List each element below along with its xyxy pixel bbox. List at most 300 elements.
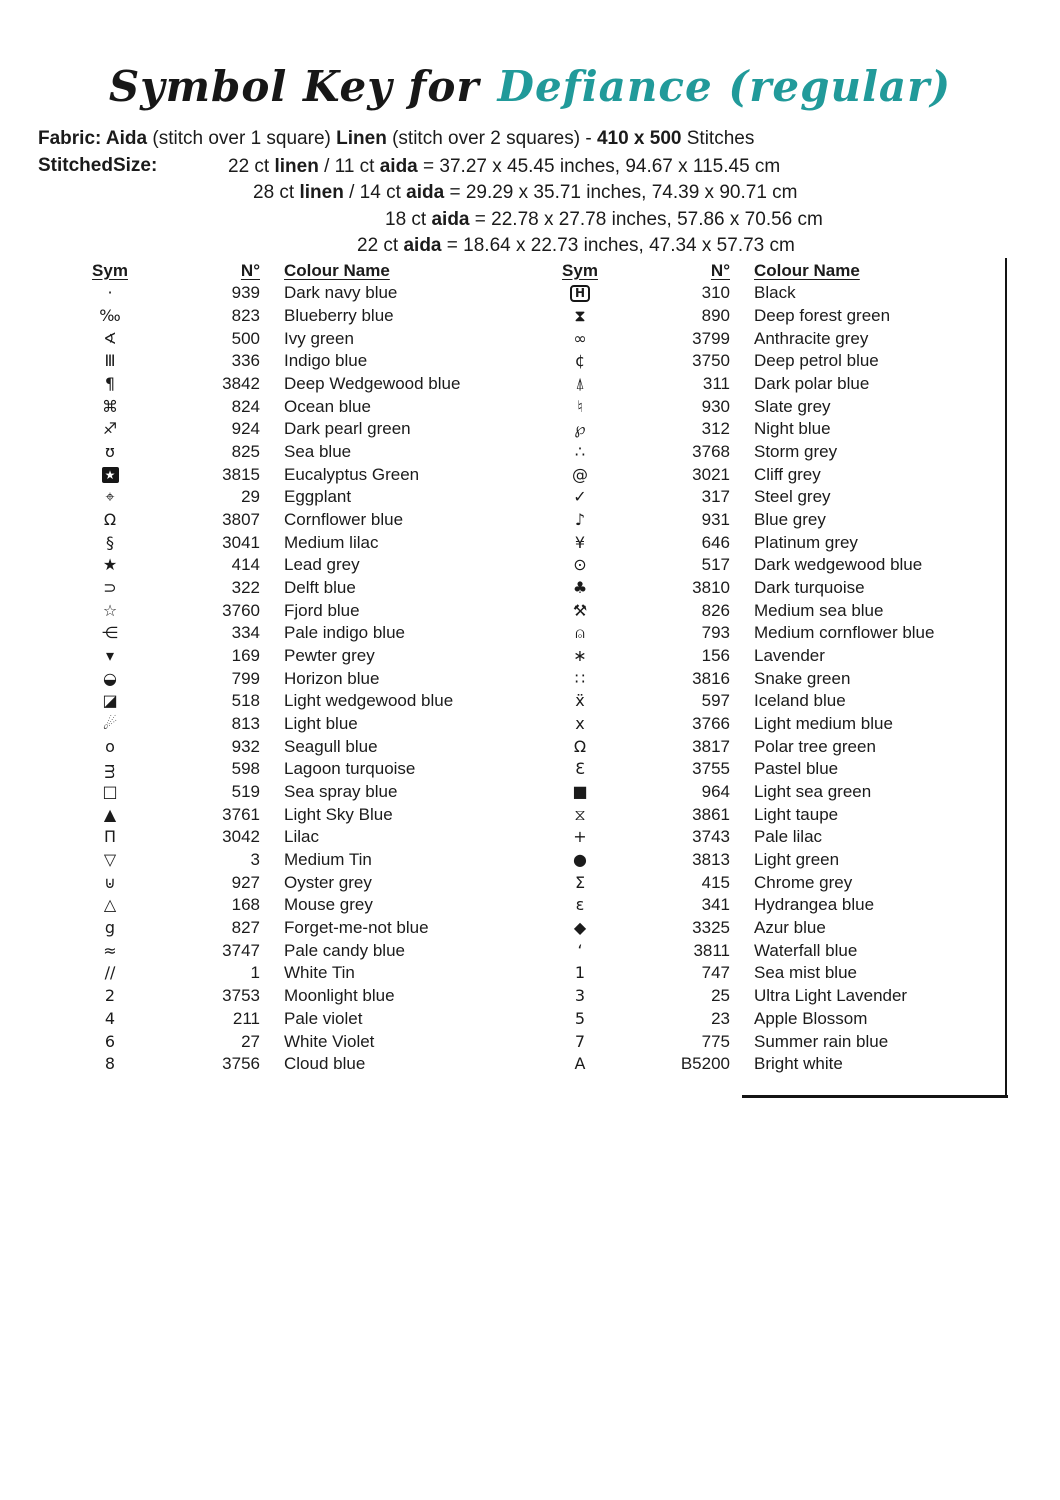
column-header-sym: Sym <box>562 260 598 280</box>
symbol-glyph: ⊙ <box>573 555 587 575</box>
title-project: Defiance (regular) <box>497 62 952 111</box>
text-segment: / 11 ct <box>318 156 380 177</box>
symbol-glyph: ⊍ <box>104 872 116 892</box>
colour-number: 927 <box>231 872 260 892</box>
symbol-glyph: ⍋ <box>575 374 585 394</box>
symbol-glyph-boxed: H <box>570 285 590 302</box>
colour-name: Pastel blue <box>754 759 839 779</box>
table-header-row <box>545 259 1005 282</box>
colour-name: Light Sky Blue <box>284 804 393 824</box>
column-header-number: N° <box>240 260 260 280</box>
text-segment: Fabric: <box>38 128 106 149</box>
colour-name: Delft blue <box>284 578 356 598</box>
colour-number: 3756 <box>222 1054 260 1074</box>
symbol-glyph: ∗ <box>573 646 587 666</box>
colour-name: Slate grey <box>754 396 831 416</box>
text-segment: = 29.29 x 35.71 inches, 74.39 x 90.71 cm <box>444 182 798 203</box>
symbol-glyph: ¢ <box>574 351 586 371</box>
symbol-row <box>545 373 1005 396</box>
symbol-row <box>75 781 535 804</box>
colour-name: Forget-me-not blue <box>284 918 429 938</box>
colour-number: 3811 <box>693 940 730 960</box>
colour-number: B5200 <box>680 1054 730 1074</box>
colour-number: 3807 <box>222 510 260 530</box>
symbol-glyph: ¥ <box>574 532 586 552</box>
symbol-row <box>75 418 535 441</box>
page-frame-horizontal-rule <box>742 1095 1008 1098</box>
colour-number: 931 <box>701 510 730 530</box>
symbol-row <box>545 622 1005 645</box>
symbol-glyph: A <box>574 1054 586 1074</box>
symbol-glyph: □ <box>102 782 118 802</box>
colour-name: Eggplant <box>284 487 352 507</box>
colour-number: 799 <box>231 668 260 688</box>
colour-number: 336 <box>231 351 260 371</box>
colour-number: 646 <box>701 532 730 552</box>
symbol-row <box>75 826 535 849</box>
symbol-glyph: Ⅲ <box>104 351 116 371</box>
symbol-glyph: ⋲ <box>102 623 118 643</box>
colour-name: Indigo blue <box>284 351 368 371</box>
colour-number: 322 <box>231 578 260 598</box>
colour-number: 793 <box>701 623 730 643</box>
symbol-row <box>75 713 535 736</box>
colour-number: 3768 <box>692 442 730 462</box>
symbol-glyph: 5 <box>574 1008 586 1028</box>
symbol-row <box>75 1053 535 1076</box>
colour-name: Horizon blue <box>284 668 380 688</box>
colour-number: 747 <box>701 963 730 983</box>
table-body <box>75 282 535 1076</box>
symbol-glyph: ● <box>573 850 587 870</box>
text-segment: (stitch over 1 square) <box>147 128 337 149</box>
colour-name: Lavender <box>754 646 825 666</box>
symbol-row <box>75 917 535 940</box>
symbol-row <box>75 282 535 305</box>
colour-name: Seagull blue <box>284 736 378 756</box>
symbol-row <box>545 327 1005 350</box>
symbol-row <box>75 577 535 600</box>
symbol-glyph: 1 <box>574 963 586 983</box>
colour-name: Mouse grey <box>284 895 373 915</box>
colour-number: 3766 <box>692 714 730 734</box>
column-header-colour-name: Colour Name <box>284 260 390 280</box>
colour-name: Ultra Light Lavender <box>754 986 908 1006</box>
colour-number: 415 <box>701 872 730 892</box>
colour-name: Light green <box>754 850 840 870</box>
colour-number: 518 <box>231 691 260 711</box>
colour-name: Dark wedgewood blue <box>754 555 923 575</box>
colour-name: Oyster grey <box>284 872 372 892</box>
symbol-row <box>545 509 1005 532</box>
symbol-glyph: ⍝ <box>575 623 585 643</box>
symbol-glyph: 4 <box>104 1008 116 1028</box>
symbol-row <box>545 599 1005 622</box>
text-segment: / 14 ct <box>343 182 407 203</box>
symbol-glyph: ∴ <box>574 442 586 462</box>
symbol-glyph: + <box>573 827 587 847</box>
colour-name: Sea mist blue <box>754 963 857 983</box>
text-segment: 28 ct <box>253 182 300 203</box>
symbol-glyph: ℘ <box>574 419 586 439</box>
stitched-size-label: StitchedSize: <box>38 155 158 176</box>
symbol-row <box>75 735 535 758</box>
text-segment: 22 ct <box>228 156 275 177</box>
symbol-row <box>545 781 1005 804</box>
symbol-row <box>75 758 535 781</box>
symbol-glyph: ■ <box>572 782 588 802</box>
symbol-glyph: ◒ <box>103 668 117 688</box>
colour-number: 3743 <box>692 827 730 847</box>
colour-number: 27 <box>241 1031 260 1051</box>
colour-name: Hydrangea blue <box>754 895 875 915</box>
symbol-glyph: 3 <box>574 986 586 1006</box>
symbol-row <box>545 849 1005 872</box>
symbol-glyph: o <box>105 736 115 756</box>
colour-name: Waterfall blue <box>754 940 858 960</box>
text-segment: linen <box>299 182 344 203</box>
symbol-glyph: ☆ <box>102 600 118 620</box>
symbol-row <box>75 350 535 373</box>
text-segment: 22 ct <box>357 235 404 256</box>
column-header-colour-name: Colour Name <box>754 260 860 280</box>
colour-name: Black <box>754 283 796 303</box>
colour-name: Sea blue <box>284 442 352 462</box>
symbol-glyph: ⌖ <box>105 487 115 507</box>
colour-number: 3753 <box>222 986 260 1006</box>
colour-name: Night blue <box>754 419 831 439</box>
colour-number: 3755 <box>692 759 730 779</box>
colour-number: 813 <box>231 714 260 734</box>
colour-name: Lead grey <box>284 555 360 575</box>
colour-number: 890 <box>701 306 730 325</box>
colour-name: Light taupe <box>754 804 839 824</box>
colour-number: 3760 <box>222 600 260 620</box>
symbol-glyph: ∕∕ <box>104 963 116 983</box>
colour-name: Medium Tin <box>284 850 372 870</box>
colour-name: Dark polar blue <box>754 374 870 394</box>
symbol-row <box>75 327 535 350</box>
symbol-glyph: ▽ <box>103 850 117 870</box>
symbol-glyph: ♪ <box>574 510 586 530</box>
symbol-row <box>75 463 535 486</box>
colour-name: Light medium blue <box>754 714 893 734</box>
colour-number: 930 <box>701 396 730 416</box>
colour-number: 25 <box>711 986 730 1006</box>
symbol-row <box>545 803 1005 826</box>
title-prefix: Symbol Key for <box>108 62 480 111</box>
symbol-glyph: ʊ <box>105 442 115 462</box>
symbol-row <box>545 1053 1005 1076</box>
table-body <box>545 282 1005 1076</box>
colour-name: Cliff grey <box>754 464 821 484</box>
colour-name: Ivy green <box>284 328 354 348</box>
symbol-glyph: ‘ <box>577 940 583 960</box>
symbol-glyph: ✓ <box>573 487 587 507</box>
symbol-glyph: ▲ <box>103 804 117 824</box>
symbol-row <box>75 441 535 464</box>
colour-number: 3750 <box>692 351 730 371</box>
symbol-key-table-right <box>545 259 1005 1076</box>
symbol-row <box>545 871 1005 894</box>
symbol-glyph: ∞ <box>573 328 587 348</box>
colour-name: Lagoon turquoise <box>284 759 416 779</box>
colour-name: Deep forest green <box>754 306 891 325</box>
text-segment: aida <box>379 156 418 177</box>
text-segment: Stitches <box>681 128 755 149</box>
colour-name: Eucalyptus Green <box>284 464 420 484</box>
symbol-glyph: ⧗ <box>574 306 586 325</box>
colour-name: Light blue <box>284 714 358 734</box>
symbol-row <box>545 645 1005 668</box>
symbol-glyph: 6 <box>104 1031 116 1051</box>
colour-number: 3816 <box>692 668 730 688</box>
symbol-glyph <box>545 284 615 302</box>
symbol-row <box>545 894 1005 917</box>
symbol-row <box>75 599 535 622</box>
colour-name: Fjord blue <box>284 600 360 620</box>
symbol-key-table-left <box>75 259 535 1076</box>
colour-number: 169 <box>231 646 260 666</box>
symbol-row <box>75 690 535 713</box>
symbol-glyph: Ɛ <box>575 759 585 779</box>
symbol-glyph: ⌘ <box>102 396 118 416</box>
colour-name: Cornflower blue <box>284 510 404 530</box>
colour-name: Azur blue <box>754 918 826 938</box>
fabric-info-line <box>38 127 754 150</box>
symbol-row <box>545 554 1005 577</box>
symbol-glyph: △ <box>103 895 117 915</box>
colour-number: 964 <box>701 782 730 802</box>
column-header-number: N° <box>710 260 730 280</box>
symbol-row <box>545 1008 1005 1031</box>
colour-number: 341 <box>701 895 730 915</box>
colour-number: 3747 <box>222 940 260 960</box>
symbol-glyph <box>75 466 145 483</box>
colour-number: 3813 <box>692 850 730 870</box>
symbol-glyph: ⧖ <box>574 804 586 824</box>
symbol-row <box>75 1008 535 1031</box>
text-segment: 18 ct <box>385 209 432 230</box>
symbol-row <box>545 531 1005 554</box>
colour-name: Dark pearl green <box>284 419 411 439</box>
colour-number: 775 <box>701 1031 730 1051</box>
colour-name: Ocean blue <box>284 396 371 416</box>
symbol-row <box>545 917 1005 940</box>
symbol-row <box>75 622 535 645</box>
symbol-glyph: § <box>106 532 114 552</box>
colour-name: Blueberry blue <box>284 306 394 325</box>
colour-name: Pale violet <box>284 1008 363 1028</box>
colour-number: 1 <box>250 963 260 983</box>
symbol-row <box>545 282 1005 305</box>
symbol-glyph: ◪ <box>102 691 118 711</box>
symbol-glyph: ★ <box>102 555 118 575</box>
text-segment: = 18.64 x 22.73 inches, 47.34 x 57.73 cm <box>441 235 795 256</box>
stitched-size-line <box>357 234 795 257</box>
text-segment: aida <box>403 235 442 256</box>
symbol-row <box>75 849 535 872</box>
text-segment: 410 x 500 <box>596 128 682 149</box>
colour-name: Iceland blue <box>754 691 846 711</box>
colour-name: Pewter grey <box>284 646 375 666</box>
symbol-glyph: x <box>575 714 585 734</box>
symbol-row <box>545 939 1005 962</box>
colour-name: Pale indigo blue <box>284 623 405 643</box>
symbol-row <box>75 305 535 328</box>
colour-number: 310 <box>701 283 730 303</box>
colour-name: Dark turquoise <box>754 578 865 598</box>
symbol-glyph: ♮ <box>577 396 583 416</box>
symbol-row <box>75 509 535 532</box>
text-segment: aida <box>431 209 470 230</box>
stitched-size-line <box>253 181 798 204</box>
table-header-row <box>75 259 535 282</box>
colour-name: Medium lilac <box>284 532 379 552</box>
colour-number: 939 <box>231 283 260 303</box>
colour-number: 311 <box>702 374 730 394</box>
colour-number: 29 <box>241 487 260 507</box>
colour-name: Deep petrol blue <box>754 351 879 371</box>
colour-number: 823 <box>231 306 260 325</box>
symbol-row <box>545 441 1005 464</box>
colour-name: Medium cornflower blue <box>754 623 935 643</box>
colour-number: 334 <box>231 623 260 643</box>
colour-name: Dark navy blue <box>284 283 398 303</box>
colour-number: 826 <box>701 600 730 620</box>
symbol-glyph: ¶ <box>104 374 116 394</box>
colour-number: 827 <box>231 918 260 938</box>
colour-name: Bright white <box>754 1054 843 1074</box>
page-frame-vertical-rule <box>1005 258 1007 1096</box>
colour-number: 312 <box>701 419 730 439</box>
symbol-glyph: ɛ <box>575 895 585 915</box>
text-segment: linen <box>274 156 319 177</box>
symbol-row <box>545 350 1005 373</box>
text-segment: Aida <box>105 128 148 149</box>
stitched-size-line <box>228 155 780 178</box>
symbol-glyph: 8 <box>104 1054 116 1074</box>
colour-number: 3810 <box>692 578 730 598</box>
colour-number: 3325 <box>692 918 730 938</box>
colour-number: 3815 <box>222 464 260 484</box>
colour-number: 3041 <box>222 532 260 552</box>
symbol-row <box>75 1030 535 1053</box>
symbol-glyph: 7 <box>574 1031 586 1051</box>
colour-number: 3761 <box>222 804 260 824</box>
symbol-row <box>545 758 1005 781</box>
symbol-row <box>545 1030 1005 1053</box>
symbol-glyph: ♐ <box>102 419 118 439</box>
colour-number: 3021 <box>692 464 730 484</box>
symbol-glyph: ☄ <box>102 714 118 734</box>
symbol-row <box>545 962 1005 985</box>
symbol-glyph: ⊃ <box>103 578 117 598</box>
symbol-glyph: Π <box>103 827 117 847</box>
colour-number: 3 <box>250 850 260 870</box>
colour-name: Pale candy blue <box>284 940 405 960</box>
symbol-row <box>545 418 1005 441</box>
symbol-row <box>75 871 535 894</box>
colour-number: 924 <box>231 419 260 439</box>
symbol-glyph: ≈ <box>103 940 117 960</box>
symbol-row <box>75 962 535 985</box>
colour-number: 156 <box>701 646 730 666</box>
symbol-glyph: ▾ <box>105 646 115 666</box>
colour-number: 414 <box>231 555 260 575</box>
symbol-glyph: Ω <box>103 510 117 530</box>
colour-number: 3842 <box>222 374 260 394</box>
symbol-row <box>545 690 1005 713</box>
symbol-row <box>75 395 535 418</box>
colour-name: Summer rain blue <box>754 1031 889 1051</box>
symbol-row <box>545 395 1005 418</box>
symbol-row <box>545 667 1005 690</box>
colour-name: Chrome grey <box>754 872 853 892</box>
symbol-glyph: Ω <box>573 736 587 756</box>
colour-name: Deep Wedgewood blue <box>284 374 461 394</box>
symbol-row <box>75 894 535 917</box>
colour-name: Polar tree green <box>754 736 876 756</box>
symbol-row <box>545 486 1005 509</box>
colour-number: 3799 <box>692 328 730 348</box>
colour-name: Cloud blue <box>284 1054 366 1074</box>
symbol-row <box>75 667 535 690</box>
symbol-glyph: Σ <box>574 872 586 892</box>
colour-number: 317 <box>701 487 730 507</box>
symbol-row <box>545 735 1005 758</box>
colour-number: 824 <box>231 396 260 416</box>
colour-number: 500 <box>231 328 260 348</box>
symbol-glyph: ᴟ <box>104 759 116 779</box>
text-segment: aida <box>406 182 445 203</box>
symbol-row <box>75 554 535 577</box>
text-segment: = 22.78 x 27.78 inches, 57.86 x 70.56 cm <box>469 209 823 230</box>
colour-name: Moonlight blue <box>284 986 395 1006</box>
symbol-glyph: @ <box>572 464 588 484</box>
colour-number: 519 <box>231 782 260 802</box>
symbol-glyph: ẍ <box>575 691 585 711</box>
colour-name: Anthracite grey <box>754 328 869 348</box>
colour-name: Snake green <box>754 668 851 688</box>
colour-number: 23 <box>711 1008 730 1028</box>
colour-number: 598 <box>231 759 260 779</box>
colour-name: Pale lilac <box>754 827 823 847</box>
colour-name: Blue grey <box>754 510 826 530</box>
symbol-glyph: ∷ <box>574 668 586 688</box>
symbol-glyph: 2 <box>104 986 116 1006</box>
colour-name: Storm grey <box>754 442 838 462</box>
colour-name: Light sea green <box>754 782 872 802</box>
text-segment: (stitch over 2 squares) - <box>386 128 597 149</box>
colour-number: 211 <box>232 1008 260 1028</box>
symbol-row <box>545 826 1005 849</box>
colour-name: Sea spray blue <box>284 782 398 802</box>
symbol-row <box>545 985 1005 1008</box>
colour-name: Apple Blossom <box>754 1008 868 1028</box>
colour-number: 597 <box>701 691 730 711</box>
colour-name: Medium sea blue <box>754 600 884 620</box>
symbol-row <box>75 486 535 509</box>
colour-name: White Tin <box>284 963 355 983</box>
colour-number: 517 <box>701 555 730 575</box>
symbol-glyph: ♣ <box>572 578 588 598</box>
column-header-sym: Sym <box>92 260 128 280</box>
colour-name: Light wedgewood blue <box>284 691 454 711</box>
symbol-glyph: ∢ <box>103 328 117 348</box>
symbol-row <box>75 531 535 554</box>
symbol-row <box>75 985 535 1008</box>
